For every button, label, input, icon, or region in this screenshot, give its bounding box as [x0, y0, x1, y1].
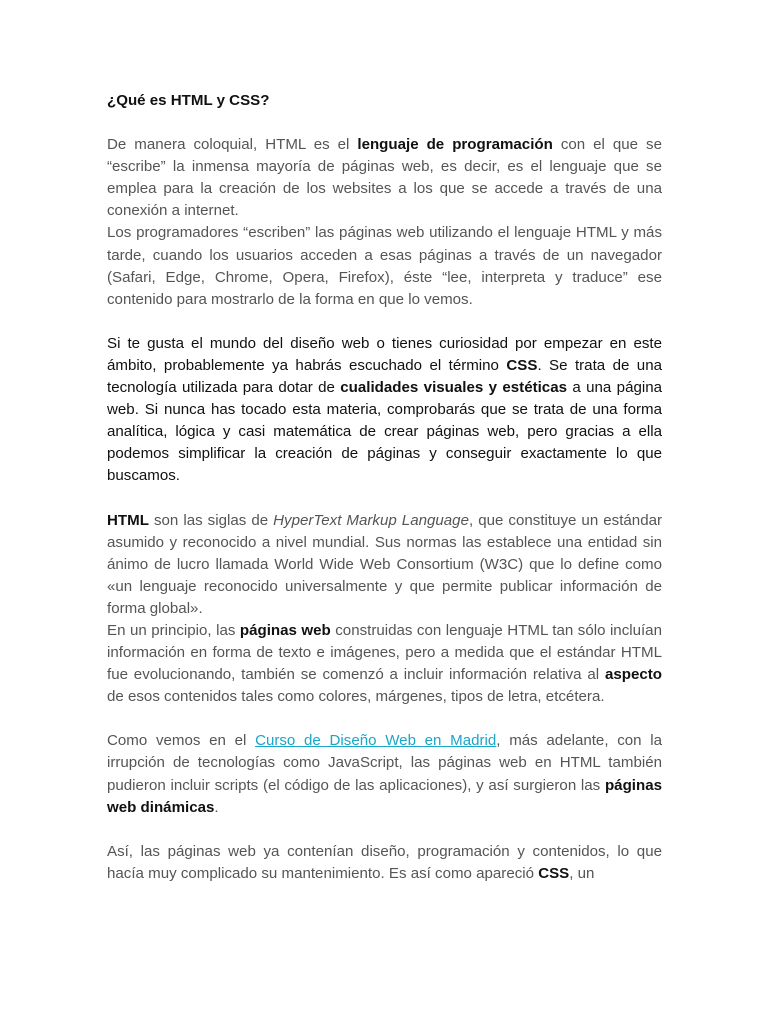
text-run: construidas con lenguaje HTML tan sólo incluían información en forma de texto e imágenes, pero a medida que el estándar HTML fue evolucionando, también se comenzó a incluir información relativa al: [107, 621, 662, 684]
text-run: , que constituye un estándar asumido y reconocido a nivel mundial. Sus normas las establece una entidad sin ánimo de lucro llamada World Wide Web Consortium (W3C) que lo define como «un lenguaje reconocido universalmente y que permite publicar información de forma global».: [107, 511, 663, 617]
text-run: .: [214, 798, 219, 816]
bold-term-html: HTML: [107, 511, 149, 529]
text-run: Así, las páginas web ya contenían diseño, programación y contenidos, lo que hacía muy complicado su mantenimiento. Es así como apareció: [107, 842, 662, 882]
text-run: . Se trata de una tecnología utilizada para dotar de: [107, 356, 662, 397]
bold-term-lenguaje-programacion: lenguaje de programación: [357, 136, 553, 154]
text-run: a una página web. Si nunca has tocado esta materia, comprobarás que se trata de una forma analítica, lógica y casi matemática de crear páginas web, pero gracias a ella podemos simplificar la creación de páginas y conseguir exactamente lo que buscamos.: [107, 379, 663, 485]
paragraph-principio: [107, 620, 662, 708]
italic-term-hypertext: HyperText Markup Language: [273, 511, 469, 529]
paragraph-html-definition: [107, 134, 662, 222]
text-run: , más adelante, con la irrupción de tecnologías como JavaScript, las páginas web en HTML también pudieron incluir scripts (el código de las aplicaciones), y así surgieron las: [107, 732, 662, 794]
text-run: Si te gusta el mundo del diseño web o tienes curiosidad por empezar en este ámbito, probablemente ya habrás escuchado el término: [107, 334, 662, 374]
bold-term-aspecto: aspecto: [604, 666, 662, 684]
text-run: Como vemos en el: [107, 732, 256, 750]
bold-term-css: CSS: [506, 356, 538, 374]
paragraph-programadores: [107, 222, 662, 310]
bold-term-paginas-dinamicas: páginas web dinámicas: [107, 776, 662, 816]
paragraph-css-intro: [107, 333, 662, 488]
paragraph-gap: [107, 311, 662, 333]
paragraph-gap: [107, 708, 662, 730]
text-run: De manera coloquial, HTML es el: [107, 136, 358, 154]
curso-diseno-web-link[interactable]: Curso de Diseño Web en Madrid: [255, 732, 497, 750]
text-run: Los programadores “escriben” las páginas web utilizando el lenguaje HTML y más tarde, cuando los usuarios acceden a esas páginas a través de un navegador (Safari, Edge, Chrome, Opera, Firefox), éste “lee, interpreta y traduce” ese contenido para mostrarlo de la forma en que lo vemos.: [107, 224, 662, 308]
text-run: En un principio, las: [107, 621, 240, 639]
text-run: son las siglas de: [148, 511, 274, 529]
paragraph-gap: [107, 819, 662, 841]
document-page: [107, 90, 662, 885]
page-title: ¿Qué es HTML y CSS?: [107, 92, 270, 109]
bold-term-cualidades: cualidades visuales y estéticas: [340, 379, 567, 397]
paragraph-gap: [107, 488, 662, 510]
paragraph-curso: [107, 730, 662, 818]
bold-term-paginas-web: páginas web: [239, 621, 331, 639]
text-run: de esos contenidos tales como colores, márgenes, tipos de letra, etcétera.: [107, 688, 605, 706]
text-run: , un: [569, 864, 595, 882]
paragraph-html-siglas: [107, 510, 662, 620]
paragraph-asi: [107, 841, 662, 885]
bold-term-css-2: CSS: [538, 864, 570, 882]
text-run: con el que se “escribe” la inmensa mayoría de páginas web, es decir, es el lenguaje que se emplea para la creación de los websites a los que se accede a través de una conexión a internet.: [107, 136, 662, 220]
